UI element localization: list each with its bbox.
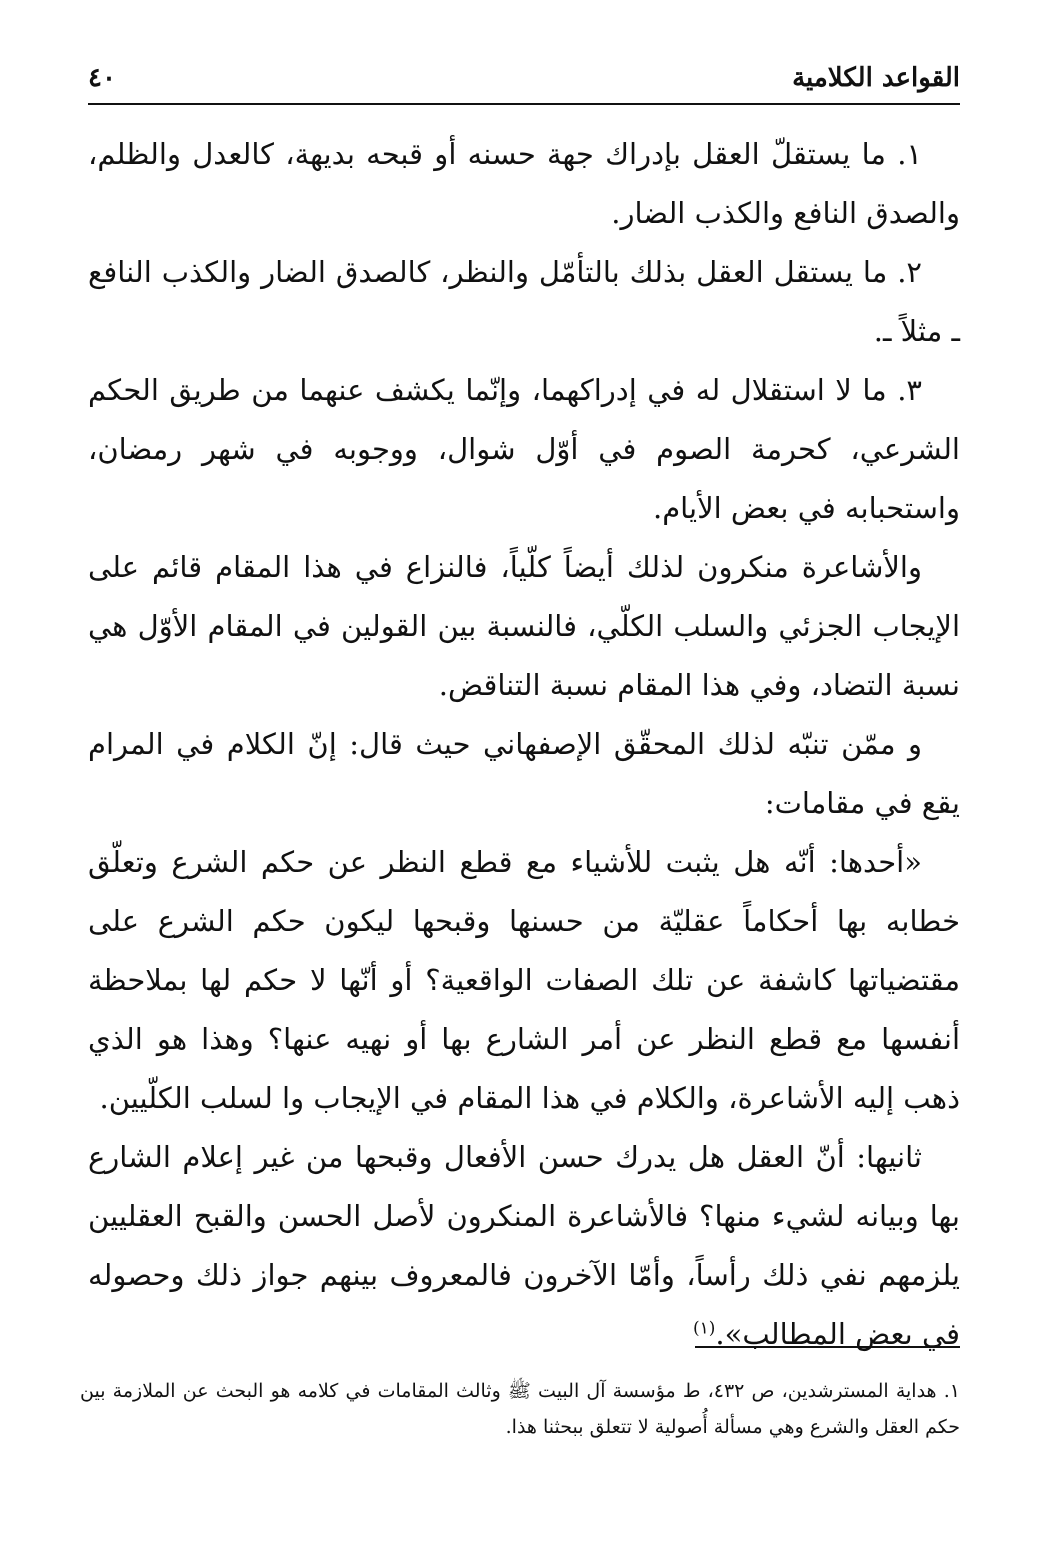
footnote-reference: (١) [692, 1318, 716, 1339]
quote-first: «أحدها: أنّه هل يثبت للأشياء مع قطع النظر عن حكم الشرع وتعلّق خطابه بها أحكاماً عقليّة من حسنها وقبحها ليكون حكم الشرع على مقتضياتها كاشفة عن تلك الصفات الواقعية؟ أو أنّها لا حكم لها بملاحظة أنفسها مع قطع النظر عن أمر الشارع بها أو نهيه عنها؟ وهذا هو الذي ذهب إليه الأشاعرة، والكلام في هذا المقام في الإيجاب وا لسلب الكلّيين. [88, 845, 960, 1115]
quote-second-text: ثانيها: أنّ العقل هل يدرك حسن الأفعال وقبحها من غير إعلام الشارع بها وبيانه لشيء منها؟ فالأشاعرة المنكرون لأصل الحسن والقبح العقليين يلزمهم نفي ذلك رأساً، وأمّا الآخرون فالمعروف بينهم جواز ذلك وحصوله في بعض المطالب». [88, 1140, 960, 1351]
paragraph-ashaira: والأشاعرة منكرون لذلك أيضاً كلّياً، فالنزاع في هذا المقام قائم على الإيجاب الجزئي والسلب الكلّي، فالنسبة بين القولين في المقام الأوّل هي نسبة التضاد، وفي هذا المقام نسبة التناقض. [88, 550, 960, 702]
running-head: القواعد الكلامية [792, 63, 960, 93]
list-item-1: ١. ما يستقلّ العقل بإدراك جهة حسنه أو قبحه بديهة، كالعدل والظلم، والصدق النافع والكذب الضار. [88, 137, 960, 230]
list-item-3: ٣. ما لا استقلال له في إدراكهما، وإنّما يكشف عنهما من طريق الحكم الشرعي، كحرمة الصوم في أوّل شوال، ووجوبه في شهر رمضان، واستحبابه في بعض الأيام. [88, 373, 960, 525]
page-number: ٤٠ [88, 63, 116, 93]
footnote-rule [695, 1346, 960, 1348]
body-text [88, 125, 960, 1364]
header-rule [88, 103, 960, 105]
paragraph-isfahani: و ممّن تنبّه لذلك المحقّق الإصفهاني حيث قال: إنّ الكلام في المرام يقع في مقامات: [88, 727, 960, 820]
list-item-2: ٢. ما يستقل العقل بذلك بالتأمّل والنظر، كالصدق الضار والكذب النافع ـ مثلاً ـ. [88, 255, 960, 348]
quote-second [88, 1128, 960, 1364]
footnote [80, 1373, 960, 1445]
footnote-text: ١. هداية المسترشدين، ص ٤٣٢، ط مؤسسة آل البيت ﷺ وثالث المقامات في كلامه هو البحث عن الملازمة بين حكم العقل والشرع وهي مسألة أُصولية لا تتعلق ببحثنا هذا. [80, 1380, 960, 1438]
page-header [88, 58, 960, 98]
